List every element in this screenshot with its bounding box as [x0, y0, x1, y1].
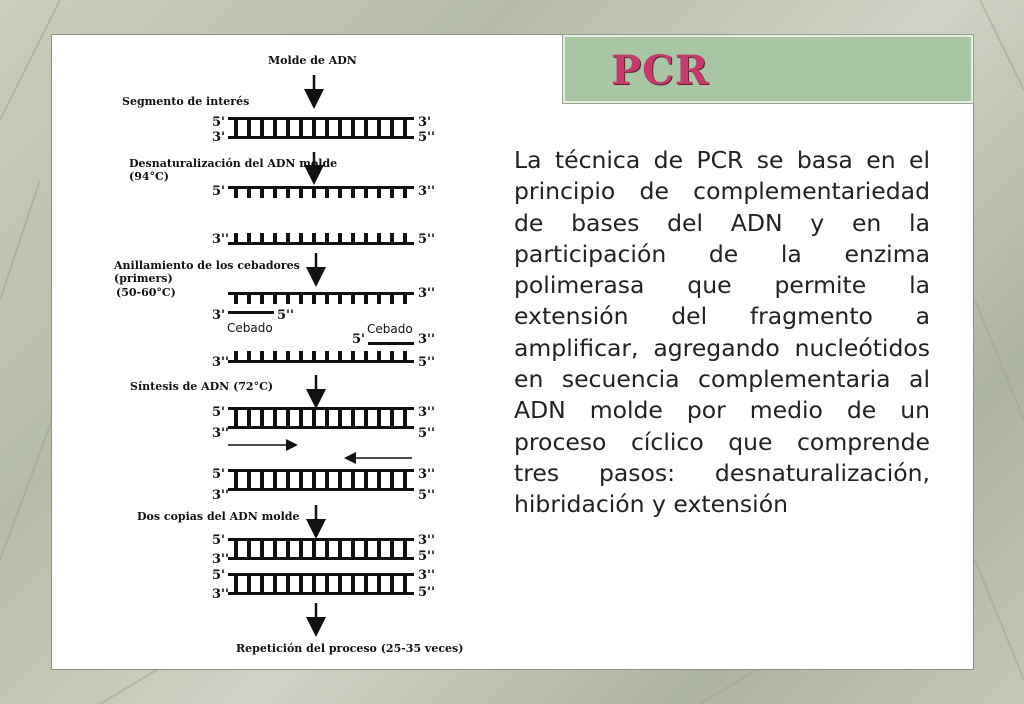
end-3-label: 3'' — [212, 552, 230, 567]
end-5-label: 5' — [212, 467, 226, 482]
annealing-bottom-strand-base — [390, 351, 394, 360]
end-5-label: 5'' — [418, 585, 436, 600]
primers-label: (primers) — [114, 272, 173, 285]
copy-duplex-2-base-pair — [286, 576, 290, 592]
dna-segment-base-pair — [299, 120, 303, 136]
end-5-label: 5'' — [418, 232, 436, 247]
copy-duplex-2-base-pair — [403, 576, 407, 592]
annealing-top-strand-base — [325, 295, 329, 304]
synthesis-duplex-1-base-pair — [260, 410, 264, 426]
synthesis-duplex-1-base-pair — [234, 410, 238, 426]
end-3-label: 3'' — [418, 467, 436, 482]
annealing-bottom-strand-base — [260, 351, 264, 360]
dna-segment-base-pair — [377, 120, 381, 136]
copy-duplex-2-base-pair — [273, 576, 277, 592]
annealing-top-strand-base — [338, 295, 342, 304]
end-3-label: 3'' — [212, 232, 230, 247]
denatured-bottom-strand-base — [273, 233, 277, 242]
slide-title: PCR — [611, 47, 710, 94]
annealing-bottom-strand-base — [403, 351, 407, 360]
synthesis-duplex-1-base-pair — [273, 410, 277, 426]
denatured-top-strand-base — [273, 189, 277, 198]
copy-duplex-1-base-pair — [299, 541, 303, 557]
copy-duplex-1-base-pair — [273, 541, 277, 557]
dna-segment-base-pair — [351, 120, 355, 136]
synthesis-label: Síntesis de ADN (72°C) — [130, 380, 274, 393]
dna-segment-base-pair — [364, 120, 368, 136]
annealing-bottom-strand-base — [338, 351, 342, 360]
synthesis-duplex-2-base-pair — [247, 472, 251, 488]
denatured-bottom-strand-base — [325, 233, 329, 242]
denatured-top-strand-base — [351, 189, 355, 198]
copy-duplex-1-top-backbone — [228, 538, 414, 541]
annealing-top-strand-base — [299, 295, 303, 304]
dna-segment-base-pair — [312, 120, 316, 136]
synthesis-duplex-1-bottom-backbone — [228, 426, 414, 429]
end-5-label: 5'' — [277, 308, 295, 323]
end-3-label: 3'' — [212, 426, 230, 441]
copy-duplex-2-top-backbone — [228, 573, 414, 576]
end-5-label: 5'' — [418, 549, 436, 564]
denatured-top-strand-base — [299, 189, 303, 198]
denatured-top-strand-base — [312, 189, 316, 198]
synthesis-duplex-1-base-pair — [247, 410, 251, 426]
dna-segment-base-pair — [247, 120, 251, 136]
annealing-temp-label: (50-60°C) — [116, 286, 176, 299]
end-3-label: 3'' — [418, 286, 436, 301]
annealing-top-strand-backbone — [228, 292, 414, 295]
copy-duplex-2-base-pair — [364, 576, 368, 592]
end-3-label: 3' — [212, 308, 226, 323]
synthesis-duplex-2-base-pair — [325, 472, 329, 488]
copy-duplex-1-base-pair — [286, 541, 290, 557]
synthesis-duplex-1-base-pair — [403, 410, 407, 426]
denatured-bottom-strand-base — [377, 233, 381, 242]
end-5-label: 5'' — [418, 355, 436, 370]
copy-duplex-1-bottom-backbone — [228, 557, 414, 560]
denaturation-label: Desnaturalización del ADN molde — [129, 157, 338, 170]
synthesis-duplex-2-base-pair — [286, 472, 290, 488]
copy-duplex-2-base-pair — [351, 576, 355, 592]
copy-duplex-1-base-pair — [390, 541, 394, 557]
denatured-top-strand-base — [364, 189, 368, 198]
copy-duplex-1-base-pair — [260, 541, 264, 557]
dna-segment-base-pair — [234, 120, 238, 136]
annealing-bottom-strand-base — [325, 351, 329, 360]
annealing-bottom-strand-backbone — [228, 360, 414, 363]
annealing-top-strand-base — [403, 295, 407, 304]
synthesis-duplex-2-base-pair — [351, 472, 355, 488]
copy-duplex-1-base-pair — [377, 541, 381, 557]
denatured-top-strand-base — [234, 189, 238, 198]
denatured-top-strand-base — [338, 189, 342, 198]
copy-duplex-1-base-pair — [403, 541, 407, 557]
synthesis-duplex-1-base-pair — [377, 410, 381, 426]
synthesis-duplex-1-base-pair — [364, 410, 368, 426]
copy-duplex-1-base-pair — [325, 541, 329, 557]
annealing-bottom-strand-base — [234, 351, 238, 360]
annealing-label: Anillamiento de los cebadores — [114, 259, 300, 272]
synthesis-duplex-2-base-pair — [312, 472, 316, 488]
end-3-label: 3' — [212, 130, 226, 145]
synthesis-duplex-2-base-pair — [377, 472, 381, 488]
copy-duplex-1-base-pair — [234, 541, 238, 557]
end-3-label: 3'' — [418, 332, 436, 347]
copy-duplex-2-base-pair — [234, 576, 238, 592]
primer-label-left: Cebado — [227, 321, 273, 335]
synthesis-duplex-1-base-pair — [312, 410, 316, 426]
denatured-bottom-strand-base — [234, 233, 238, 242]
synthesis-duplex-2-bottom-backbone — [228, 488, 414, 491]
template-dna-label: Molde de ADN — [268, 54, 357, 67]
denatured-bottom-strand-base — [312, 233, 316, 242]
end-5-label: 5' — [212, 405, 226, 420]
denatured-top-strand-base — [325, 189, 329, 198]
annealing-bottom-strand-base — [247, 351, 251, 360]
annealing-top-strand-base — [377, 295, 381, 304]
annealing-bottom-strand-base — [351, 351, 355, 360]
copy-duplex-2-base-pair — [377, 576, 381, 592]
copy-duplex-2-base-pair — [325, 576, 329, 592]
denatured-top-strand-base — [247, 189, 251, 198]
annealing-top-strand-base — [273, 295, 277, 304]
annealing-bottom-strand-base — [273, 351, 277, 360]
denatured-top-strand-base — [377, 189, 381, 198]
copy-duplex-1-base-pair — [351, 541, 355, 557]
denatured-bottom-strand-base — [338, 233, 342, 242]
annealing-top-strand-base — [390, 295, 394, 304]
description-text: La técnica de PCR se basa en el principio de complementariedad de bases del ADN y en la participación de la enzima polimerasa que permite la extensión del fragmento a amplificar, agregando nucleótidos en secuencia complementaria al ADN molde por medio de un proceso cíclico que comprende tres pasos: desnaturalización, hibridación y extensión — [514, 146, 930, 519]
synthesis-duplex-1-base-pair — [351, 410, 355, 426]
annealing-bottom-strand-base — [364, 351, 368, 360]
denatured-top-strand-base — [403, 189, 407, 198]
end-3-label: 3'' — [418, 184, 436, 199]
denatured-top-strand-base — [390, 189, 394, 198]
dna-segment-bottom-backbone — [228, 136, 414, 139]
annealing-bottom-strand-base — [299, 351, 303, 360]
end-3-label: 3'' — [418, 568, 436, 583]
dna-segment-base-pair — [273, 120, 277, 136]
copy-duplex-2-base-pair — [299, 576, 303, 592]
copy-duplex-2-base-pair — [260, 576, 264, 592]
copy-duplex-2-bottom-backbone — [228, 592, 414, 595]
annealing-top-strand-base — [351, 295, 355, 304]
denatured-bottom-strand-backbone — [228, 242, 414, 245]
denatured-top-strand-base — [286, 189, 290, 198]
dna-segment-base-pair — [260, 120, 264, 136]
synthesis-duplex-2-base-pair — [403, 472, 407, 488]
end-3-label: 3'' — [212, 355, 230, 370]
synthesis-duplex-2-base-pair — [390, 472, 394, 488]
denatured-bottom-strand-base — [247, 233, 251, 242]
denatured-top-strand-base — [260, 189, 264, 198]
denatured-top-strand-backbone — [228, 186, 414, 189]
end-3-label: 3'' — [212, 488, 230, 503]
segment-of-interest-label: Segmento de interés — [122, 95, 250, 108]
annealing-bottom-strand-base — [377, 351, 381, 360]
slide-panel — [51, 34, 974, 670]
denaturation-temp-label: (94°C) — [129, 170, 169, 183]
annealing-top-strand-base — [247, 295, 251, 304]
synthesis-duplex-2-base-pair — [299, 472, 303, 488]
synthesis-duplex-1-base-pair — [286, 410, 290, 426]
annealing-bottom-strand-base — [312, 351, 316, 360]
primer-right-backbone — [368, 342, 414, 345]
end-5-label: 5'' — [418, 130, 436, 145]
two-copies-label: Dos copias del ADN molde — [137, 510, 300, 523]
synthesis-duplex-2-top-backbone — [228, 469, 414, 472]
pcr-diagram — [52, 35, 512, 669]
denatured-bottom-strand-base — [390, 233, 394, 242]
annealing-top-strand-base — [312, 295, 316, 304]
synthesis-duplex-1-base-pair — [299, 410, 303, 426]
dna-segment-base-pair — [338, 120, 342, 136]
end-3-label: 3'' — [212, 587, 230, 602]
copy-duplex-2-base-pair — [312, 576, 316, 592]
denatured-bottom-strand-base — [403, 233, 407, 242]
dna-segment-top-backbone — [228, 117, 414, 120]
synthesis-duplex-1-base-pair — [325, 410, 329, 426]
copy-duplex-1-base-pair — [312, 541, 316, 557]
synthesis-duplex-2-base-pair — [273, 472, 277, 488]
synthesis-duplex-2-base-pair — [260, 472, 264, 488]
denatured-bottom-strand-base — [260, 233, 264, 242]
end-5-label: 5' — [212, 184, 226, 199]
copy-duplex-1-base-pair — [247, 541, 251, 557]
denatured-bottom-strand-base — [299, 233, 303, 242]
copy-duplex-2-base-pair — [247, 576, 251, 592]
copy-duplex-1-base-pair — [338, 541, 342, 557]
copy-duplex-2-base-pair — [338, 576, 342, 592]
end-5-label: 5' — [212, 115, 226, 130]
synthesis-duplex-2-base-pair — [364, 472, 368, 488]
dna-segment-base-pair — [286, 120, 290, 136]
end-3-label: 3'' — [418, 405, 436, 420]
synthesis-duplex-2-base-pair — [234, 472, 238, 488]
annealing-top-strand-base — [364, 295, 368, 304]
end-3-label: 3'' — [418, 533, 436, 548]
annealing-top-strand-base — [260, 295, 264, 304]
primer-left-backbone — [228, 311, 274, 314]
end-5-label: 5'' — [418, 426, 436, 441]
annealing-bottom-strand-base — [286, 351, 290, 360]
denatured-bottom-strand-base — [364, 233, 368, 242]
synthesis-duplex-1-top-backbone — [228, 407, 414, 410]
copy-duplex-2-base-pair — [390, 576, 394, 592]
end-3-label: 3' — [418, 115, 432, 130]
end-5-label: 5' — [212, 533, 226, 548]
synthesis-duplex-1-base-pair — [390, 410, 394, 426]
annealing-top-strand-base — [234, 295, 238, 304]
denatured-bottom-strand-base — [351, 233, 355, 242]
repeat-process-label: Repetición del proceso (25-35 veces) — [236, 642, 464, 655]
synthesis-duplex-1-base-pair — [338, 410, 342, 426]
annealing-top-strand-base — [286, 295, 290, 304]
end-5-label: 5' — [212, 568, 226, 583]
end-5-label: 5' — [352, 332, 366, 347]
dna-segment-base-pair — [390, 120, 394, 136]
denatured-bottom-strand-base — [286, 233, 290, 242]
dna-segment-base-pair — [403, 120, 407, 136]
end-5-label: 5'' — [418, 488, 436, 503]
copy-duplex-1-base-pair — [364, 541, 368, 557]
dna-segment-base-pair — [325, 120, 329, 136]
primer-label-right: Cebado — [367, 322, 413, 336]
title-banner — [563, 35, 973, 103]
synthesis-duplex-2-base-pair — [338, 472, 342, 488]
